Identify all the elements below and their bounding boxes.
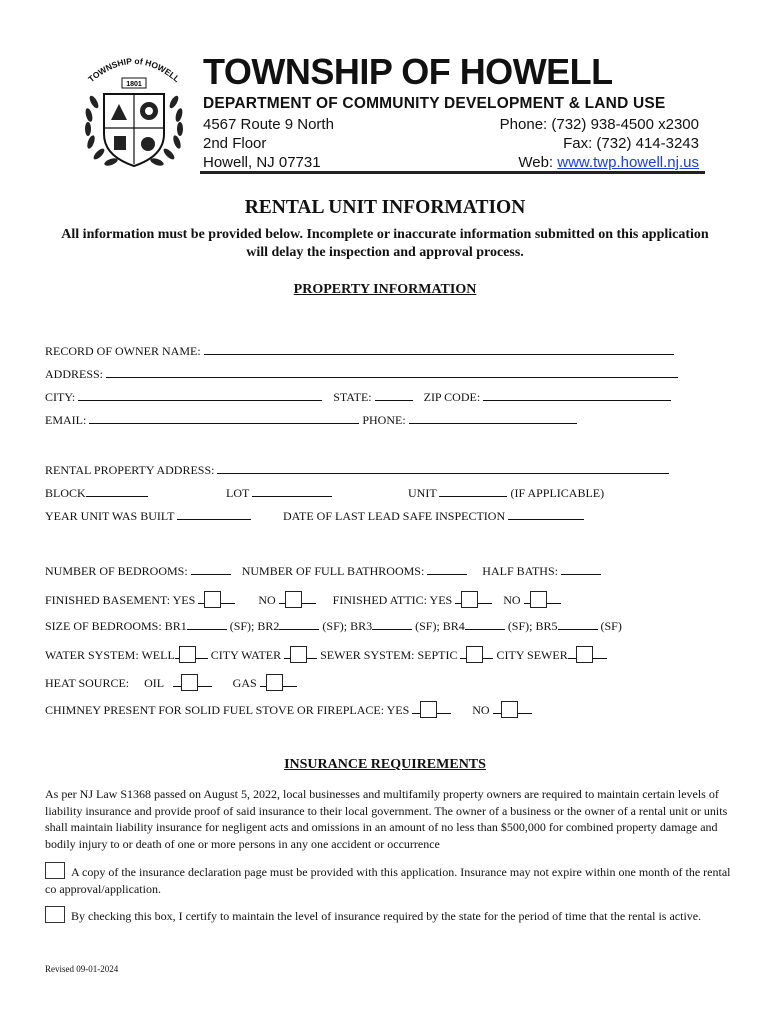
township-seal bbox=[78, 52, 190, 172]
zip-code-field[interactable] bbox=[483, 389, 671, 401]
year-built-field[interactable] bbox=[177, 508, 251, 520]
rooms-row: NUMBER OF BEDROOMS: NUMBER OF FULL BATHROOMS: HALF BATHS: bbox=[45, 563, 601, 579]
insurance-heading: INSURANCE REQUIREMENTS bbox=[284, 757, 486, 772]
insurance-declaration-item bbox=[45, 862, 735, 898]
gas-checkbox[interactable] bbox=[266, 674, 283, 691]
address-line-3: Howell, NJ 07731 bbox=[203, 154, 321, 171]
owner-name-row: RECORD OF OWNER NAME: bbox=[45, 343, 674, 359]
org-name: TOWNSHIP OF HOWELL bbox=[203, 51, 613, 92]
lead-safe-date-field[interactable] bbox=[508, 508, 584, 520]
city-water-checkbox[interactable] bbox=[290, 646, 307, 663]
certify-checkbox[interactable] bbox=[45, 906, 65, 923]
well-checkbox[interactable] bbox=[179, 646, 196, 663]
block-row: BLOCK bbox=[45, 485, 148, 501]
lot-field[interactable] bbox=[252, 485, 332, 497]
heat-source-row: HEAT SOURCE: OIL GAS bbox=[45, 674, 297, 691]
lot-row: LOT bbox=[226, 485, 332, 501]
email-field[interactable] bbox=[89, 412, 359, 424]
basement-no-checkbox[interactable] bbox=[285, 591, 302, 608]
insurance-paragraph: As per NJ Law S1368 passed on August 5, 2022, local businesses and multifamily property owners are required to maintain certain levels of liability insurance and provide proof of said insurance to their local government. The owner of a business or the owner of a rental unit or units shall maintain liability insurance for negligent acts and omissions in an amount of no less than $500,000 for combined property damage and bodily injury to or death of one or more persons in any one accident or occurrence bbox=[45, 787, 728, 851]
unit-row: UNIT (IF APPLICABLE) bbox=[408, 486, 605, 500]
department-name: DEPARTMENT OF COMMUNITY DEVELOPMENT & LAND USE bbox=[203, 95, 666, 112]
chimney-row: CHIMNEY PRESENT FOR SOLID FUEL STOVE OR FIREPLACE: YES NO bbox=[45, 701, 532, 718]
insurance-certify-item bbox=[45, 906, 735, 925]
oil-checkbox[interactable] bbox=[181, 674, 198, 691]
br1-size-field[interactable] bbox=[187, 618, 227, 630]
basement-yes-checkbox[interactable] bbox=[204, 591, 221, 608]
address-line-1: 4567 Route 9 North bbox=[203, 116, 334, 133]
block-field[interactable] bbox=[86, 485, 148, 497]
br3-size-field[interactable] bbox=[372, 618, 412, 630]
city-state-zip-row: CITY: STATE: ZIP CODE: bbox=[45, 389, 671, 405]
city-sewer-checkbox[interactable] bbox=[576, 646, 593, 663]
basement-attic-row: FINISHED BASEMENT: YES NO FINISHED ATTIC: YES NO bbox=[45, 591, 561, 608]
form-title: RENTAL UNIT INFORMATION bbox=[244, 197, 526, 218]
state-field[interactable] bbox=[375, 389, 413, 401]
svg-text:1801: 1801 bbox=[126, 81, 142, 88]
attic-yes-checkbox[interactable] bbox=[461, 591, 478, 608]
form-intro: All information must be provided below. Incomplete or inaccurate information submitted on this application will delay the inspection and approval process. bbox=[61, 227, 709, 260]
rental-address-row: RENTAL PROPERTY ADDRESS: bbox=[45, 462, 669, 478]
water-sewer-row: WATER SYSTEM: WELL CITY WATER SEWER SYSTEM: SEPTIC CITY SEWER bbox=[45, 646, 607, 663]
owner-name-field[interactable] bbox=[204, 343, 674, 355]
chimney-no-checkbox[interactable] bbox=[501, 701, 518, 718]
svg-text:TOWNSHIP of HOWELL: TOWNSHIP of HOWELL bbox=[86, 55, 182, 85]
website-link[interactable]: www.twp.howell.nj.us bbox=[557, 154, 699, 171]
address-line-2: 2nd Floor bbox=[203, 135, 267, 152]
declaration-checkbox[interactable] bbox=[45, 862, 65, 879]
chimney-yes-checkbox[interactable] bbox=[420, 701, 437, 718]
rental-address-field[interactable] bbox=[217, 462, 669, 474]
header-divider bbox=[200, 171, 705, 174]
address-row: ADDRESS: bbox=[45, 366, 678, 382]
year-built-row: YEAR UNIT WAS BUILT bbox=[45, 508, 251, 524]
septic-checkbox[interactable] bbox=[466, 646, 483, 663]
revision-date: Revised 09-01-2024 bbox=[45, 964, 119, 974]
br5-size-field[interactable] bbox=[558, 618, 598, 630]
website-label: Web: bbox=[518, 154, 558, 171]
city-field[interactable] bbox=[78, 389, 322, 401]
declaration-text: A copy of the insurance declaration page must be provided with this application. Insurance may not expire within one month of the rental co approval/application. bbox=[45, 865, 731, 896]
website bbox=[518, 154, 699, 171]
email-phone-row: EMAIL: PHONE: bbox=[45, 412, 577, 428]
br4-size-field[interactable] bbox=[465, 618, 505, 630]
owner-address-field[interactable] bbox=[106, 366, 678, 378]
property-info-heading: PROPERTY INFORMATION bbox=[293, 282, 477, 297]
full-baths-field[interactable] bbox=[427, 563, 467, 575]
bedrooms-field[interactable] bbox=[191, 563, 231, 575]
unit-field[interactable] bbox=[439, 485, 507, 497]
br2-size-field[interactable] bbox=[279, 618, 319, 630]
phone-field[interactable] bbox=[409, 412, 577, 424]
lead-safe-row: DATE OF LAST LEAD SAFE INSPECTION bbox=[283, 508, 584, 524]
certify-text: By checking this box, I certify to maintain the level of insurance required by the state for the period of time that the rental is active. bbox=[71, 909, 702, 923]
phone-number: Phone: (732) 938-4500 x2300 bbox=[499, 116, 699, 133]
bedroom-sizes-row: SIZE OF BEDROOMS: BR1 (SF); BR2 (SF); BR3 (SF); BR4 (SF); BR5 (SF) bbox=[45, 619, 622, 633]
attic-no-checkbox[interactable] bbox=[530, 591, 547, 608]
half-baths-field[interactable] bbox=[561, 563, 601, 575]
fax-number: Fax: (732) 414-3243 bbox=[563, 135, 699, 152]
